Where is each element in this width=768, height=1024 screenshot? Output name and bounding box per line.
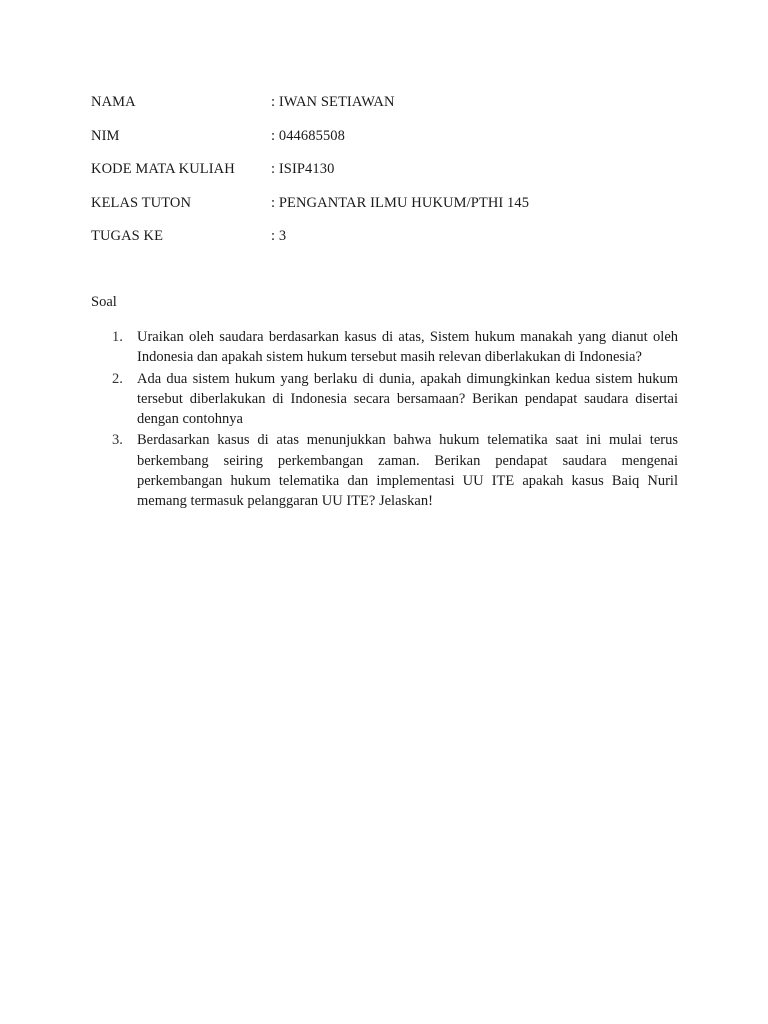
identity-row-nim — [91, 126, 691, 160]
identity-value: : PENGANTAR ILMU HUKUM/PTHI 145 — [271, 194, 530, 211]
identity-block — [91, 92, 691, 260]
question-text: Ada dua sistem hukum yang berlaku di dunia, apakah dimungkinkan kedua sistem hukum tersebut diberlakukan di Indonesia secara bersamaan? Berikan pendapat saudara disertai dengan contohnya — [137, 370, 678, 428]
identity-label: NIM — [91, 127, 120, 144]
identity-value: : 044685508 — [271, 127, 346, 144]
identity-value: : IWAN SETIAWAN — [271, 94, 395, 110]
identity-label: NAMA — [91, 94, 136, 110]
question-number: 1. — [112, 329, 123, 345]
question-list — [91, 327, 678, 513]
identity-row-tugas-ke — [91, 226, 691, 260]
question-item — [91, 369, 678, 430]
question-item — [91, 327, 678, 368]
question-text: Berdasarkan kasus di atas menunjukkan bahwa hukum telematika saat ini mulai terus berkembang seiring perkembangan zaman. Berikan pendapat saudara mengenai perkembangan hukum telematika dan implementasi UU ITE apakah kasus Baiq Nuril memang termasuk pelanggaran UU ITE? Jelaskan! — [137, 432, 678, 510]
question-text: Uraikan oleh saudara berdasarkan kasus di atas, Sistem hukum manakah yang dianut oleh Indonesia dan apakah sistem hukum tersebut masih relevan diberlakukan di Indonesia? — [137, 329, 678, 366]
question-number: 2. — [112, 370, 123, 387]
identity-value: : 3 — [271, 228, 287, 244]
identity-label: TUGAS KE — [91, 228, 164, 244]
identity-row-kode-mata-kuliah — [91, 159, 691, 193]
identity-label: KODE MATA KULIAH — [91, 161, 235, 177]
identity-label: KELAS TUTON — [91, 194, 192, 211]
question-item — [91, 430, 678, 511]
identity-row-nama — [91, 92, 691, 126]
identity-value: : ISIP4130 — [271, 161, 335, 177]
section-title: Soal — [91, 294, 117, 310]
identity-row-kelas-tuton — [91, 193, 691, 227]
question-number: 3. — [112, 432, 123, 449]
